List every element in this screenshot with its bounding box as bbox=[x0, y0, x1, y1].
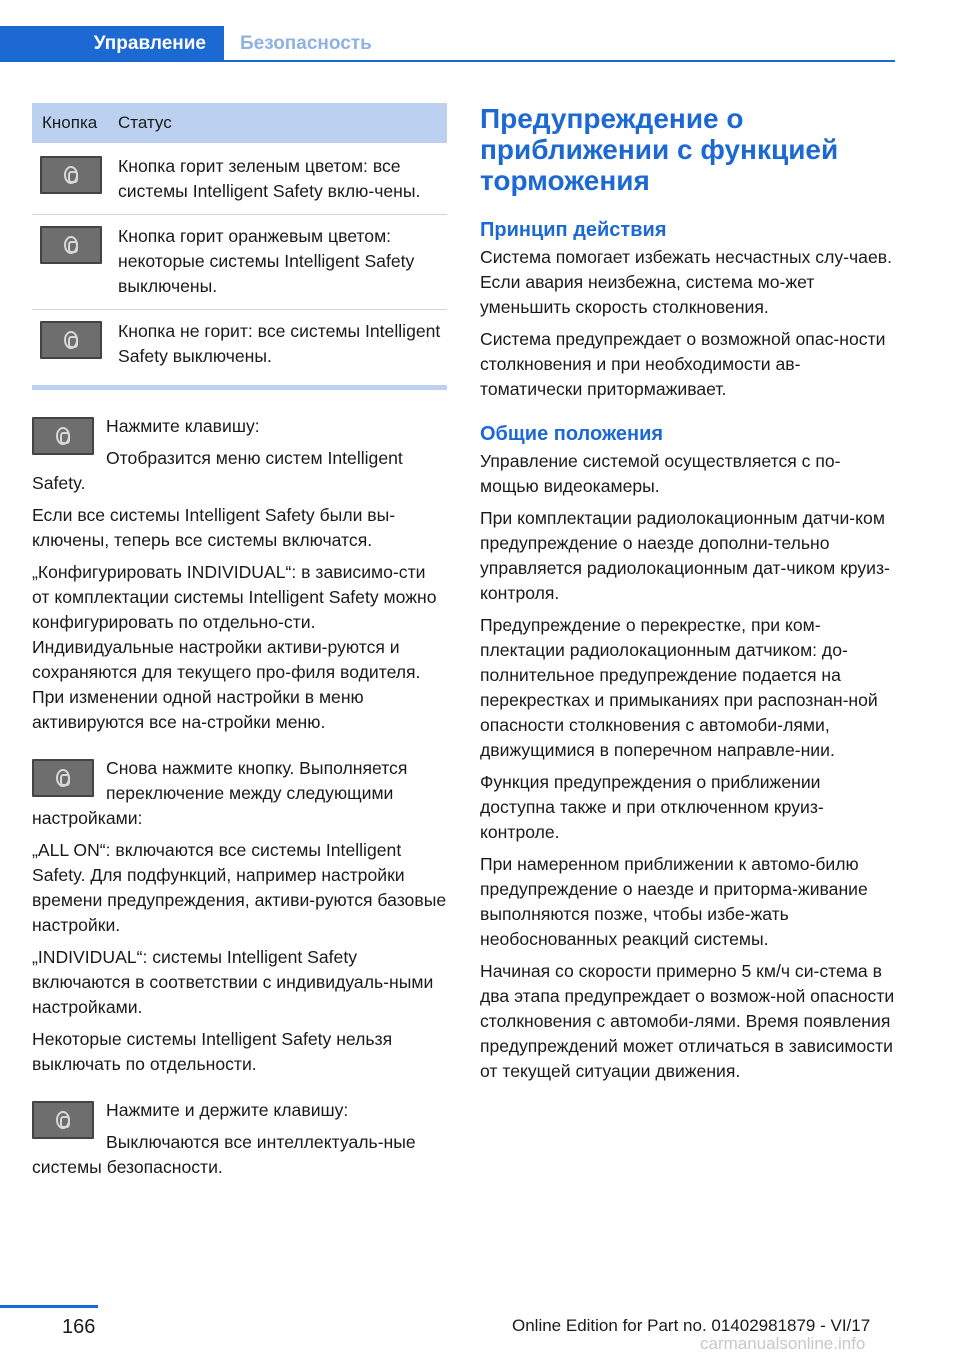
paragraph: Система помогает избежать несчастных слу-чаев. Если авария неизбежна, система мо-жет уменьшить скорость столкновения. bbox=[480, 247, 892, 317]
subheading-principle: Принцип действия bbox=[480, 219, 667, 241]
intelligent-safety-button-icon bbox=[32, 759, 94, 797]
tab-safety[interactable]: Безопасность bbox=[240, 33, 372, 54]
table-row bbox=[32, 143, 447, 215]
paragraph: При комплектации радиолокационным датчи-ком предупреждение о наезде дополни-тельно управляется радиолокационным дат-чиком круиз-контроля. bbox=[480, 508, 890, 603]
paragraph: Отобразится меню систем Intelligent Safety. bbox=[32, 448, 403, 493]
table-row bbox=[32, 215, 447, 310]
paragraph: Выключаются все интеллектуаль-ные системы безопасности. bbox=[32, 1132, 416, 1177]
paragraph: „Конфигурировать INDIVIDUAL“: в зависимо-сти от комплектации системы Intelligent Safety можно конфигурировать по отдельно-сти. Индивидуальные настройки активи-руются и сохраняются для текущего про-филя водителя. При изменении одной настройки в меню активируются все на-стройки меню. bbox=[32, 562, 437, 732]
paragraph: Снова нажмите кнопку. Выполняется переключение между следующими настройками: bbox=[32, 758, 408, 828]
table-row bbox=[32, 310, 447, 379]
paragraph: Функция предупреждения о приближении доступна также и при отключенном круиз-контроле. bbox=[480, 772, 824, 842]
paragraph: Нажмите и держите клавишу: bbox=[106, 1100, 349, 1120]
paragraph: Некоторые системы Intelligent Safety нельзя выключать по отдельности. bbox=[32, 1029, 393, 1074]
paragraph: Система предупреждает о возможной опас-ности столкновения и при необходимости ав-томатически притормаживает. bbox=[480, 329, 886, 399]
paragraph: „ALL ON“: включаются все системы Intelligent Safety. Для подфункций, например настройки времени предупреждения, активи-руются базовые настройки. bbox=[32, 840, 447, 935]
status-text: Кнопка горит зеленым цветом: все системы Intelligent Safety вклю-чены. bbox=[118, 156, 421, 201]
table-header bbox=[32, 103, 447, 143]
footer-rule bbox=[0, 1305, 98, 1308]
watermark: carmanualsonline.info bbox=[700, 1334, 866, 1353]
status-text: Кнопка горит оранжевым цветом: некоторые системы Intelligent Safety выключены. bbox=[118, 226, 415, 296]
right-column bbox=[480, 103, 895, 1091]
subheading-general: Общие положения bbox=[480, 423, 664, 445]
paragraph: При намеренном приближении к автомо-билю предупреждение о наезде и приторма-живание выполняются позже, чтобы избе-жать необоснованных реакций системы. bbox=[480, 854, 868, 949]
paragraph: Нажмите клавишу: bbox=[106, 416, 260, 436]
col-button-header: Кнопка bbox=[42, 113, 98, 132]
intelligent-safety-button-icon bbox=[32, 417, 94, 455]
edition-note: Online Edition for Part no. 01402981879 - VI/17 bbox=[512, 1316, 871, 1335]
intelligent-safety-button-icon bbox=[40, 321, 102, 359]
paragraph: Управление системой осуществляется с по-мощью видеокамеры. bbox=[480, 451, 841, 496]
paragraph: Если все системы Intelligent Safety были вы-ключены, теперь все системы включатся. bbox=[32, 505, 396, 550]
header-divider bbox=[0, 60, 895, 62]
intelligent-safety-button-icon bbox=[32, 1101, 94, 1139]
intelligent-safety-button-icon bbox=[40, 156, 102, 194]
left-column bbox=[32, 103, 447, 1187]
page-number: 166 bbox=[62, 1316, 96, 1338]
tab-control[interactable]: Управление bbox=[0, 26, 224, 62]
section-title: Предупреждение о приближении с функцией торможения bbox=[480, 103, 839, 196]
paragraph: Начиная со скорости примерно 5 км/ч си-стема в два этапа предупреждает о возмож-ной опасности столкновения с автомоби-лями. Время появления предупреждений может отличаться в зависимости от текущей ситуации движения. bbox=[480, 961, 895, 1081]
paragraph: „INDIVIDUAL“: системы Intelligent Safety включаются в соответствии с индивидуаль-ными настройками. bbox=[32, 947, 434, 1017]
col-status-header: Статус bbox=[118, 113, 172, 132]
paragraph: Предупреждение о перекрестке, при ком-плектации радиолокационным датчиком: до-полнительное предупреждение подается на перекрестках и примыканиях при распознан-ной опасности столкновения с автомоби-лями, движущимися в поперечном направле-нии. bbox=[480, 615, 878, 760]
status-text: Кнопка не горит: все системы Intelligent Safety выключены. bbox=[118, 321, 441, 366]
intelligent-safety-button-icon bbox=[40, 226, 102, 264]
